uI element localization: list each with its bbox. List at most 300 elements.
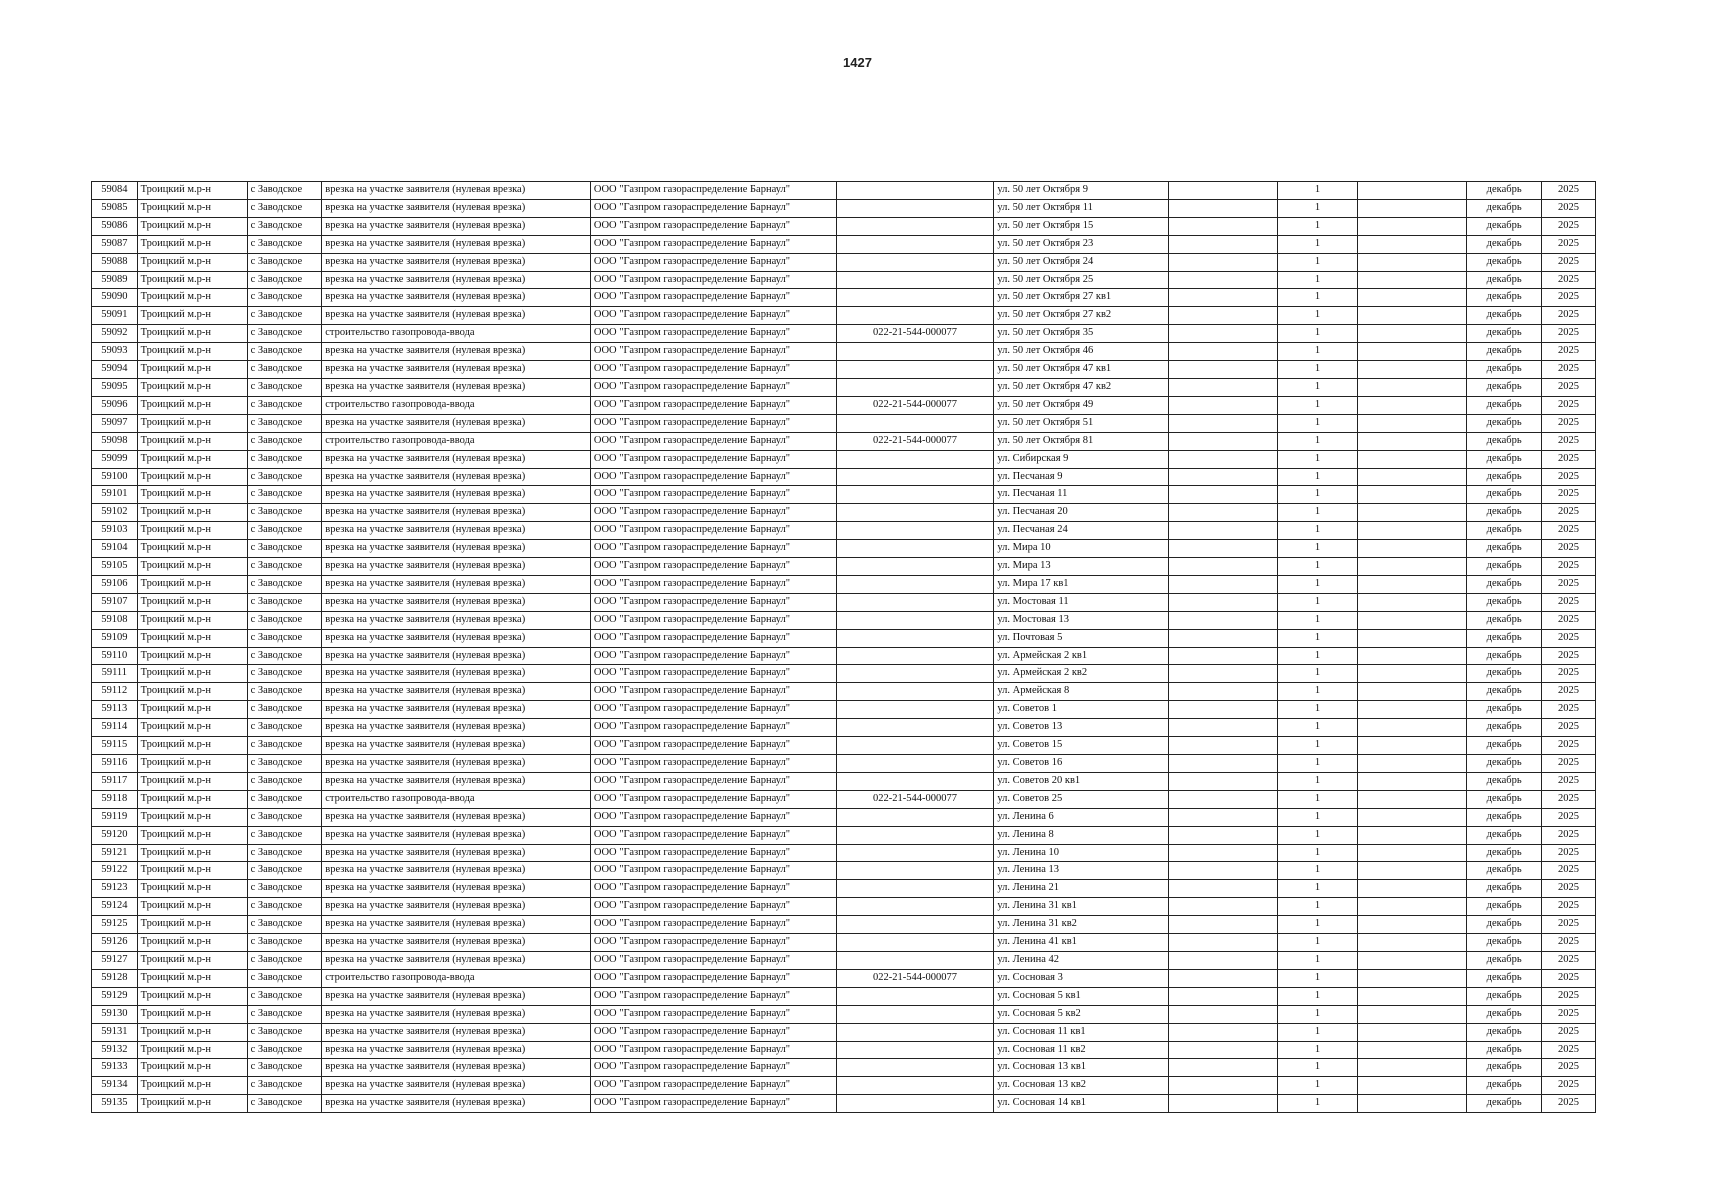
table-row [92,558,1596,576]
year-cell: 2025 [1541,1023,1595,1041]
work-type-cell: врезка на участке заявителя (нулевая врезка) [322,271,591,289]
empty-cell [1168,951,1277,969]
row-number-cell: 59089 [92,271,138,289]
month-cell: декабрь [1467,271,1542,289]
district-cell: Троицкий м.р-н [137,629,247,647]
district-cell: Троицкий м.р-н [137,1077,247,1095]
month-cell: декабрь [1467,737,1542,755]
table-row [92,504,1596,522]
table-row [92,414,1596,432]
month-cell: декабрь [1467,558,1542,576]
village-cell: с Заводское [247,486,322,504]
district-cell: Троицкий м.р-н [137,951,247,969]
organization-cell: ООО "Газпром газораспределение Барнаул" [590,378,836,396]
row-number-cell: 59130 [92,1005,138,1023]
empty-cell [1168,271,1277,289]
organization-cell: ООО "Газпром газораспределение Барнаул" [590,271,836,289]
empty-cell [1168,916,1277,934]
empty-cell [1358,1077,1467,1095]
empty-cell [1358,289,1467,307]
year-cell: 2025 [1541,504,1595,522]
year-cell: 2025 [1541,199,1595,217]
month-cell: декабрь [1467,414,1542,432]
work-type-cell: врезка на участке заявителя (нулевая врезка) [322,361,591,379]
empty-cell [1168,755,1277,773]
table-row [92,378,1596,396]
row-number-cell: 59119 [92,808,138,826]
month-cell: декабрь [1467,951,1542,969]
work-type-cell: строительство газопровода-ввода [322,969,591,987]
quantity-cell: 1 [1277,611,1358,629]
village-cell: с Заводское [247,683,322,701]
month-cell: декабрь [1467,862,1542,880]
address-cell: ул. Сосновая 13 кв1 [994,1059,1168,1077]
organization-cell: ООО "Газпром газораспределение Барнаул" [590,414,836,432]
work-type-cell: врезка на участке заявителя (нулевая врезка) [322,987,591,1005]
quantity-cell: 1 [1277,808,1358,826]
table-row [92,1077,1596,1095]
work-type-cell: врезка на участке заявителя (нулевая врезка) [322,772,591,790]
village-cell: с Заводское [247,1077,322,1095]
table-row [92,755,1596,773]
quantity-cell: 1 [1277,182,1358,200]
program-code-cell [836,450,994,468]
empty-cell [1168,593,1277,611]
table-row [92,987,1596,1005]
empty-cell [1168,217,1277,235]
program-code-cell [836,683,994,701]
row-number-cell: 59118 [92,790,138,808]
empty-cell [1358,307,1467,325]
table-row [92,951,1596,969]
month-cell: декабрь [1467,844,1542,862]
district-cell: Троицкий м.р-н [137,969,247,987]
work-type-cell: врезка на участке заявителя (нулевая врезка) [322,719,591,737]
table-row [92,575,1596,593]
quantity-cell: 1 [1277,575,1358,593]
work-type-cell: врезка на участке заявителя (нулевая врезка) [322,486,591,504]
district-cell: Троицкий м.р-н [137,361,247,379]
address-cell: ул. 50 лет Октября 81 [994,432,1168,450]
village-cell: с Заводское [247,934,322,952]
address-cell: ул. Сосновая 11 кв2 [994,1041,1168,1059]
address-cell: ул. 50 лет Октября 35 [994,325,1168,343]
month-cell: декабрь [1467,235,1542,253]
empty-cell [1168,772,1277,790]
table-row [92,826,1596,844]
month-cell: декабрь [1467,217,1542,235]
work-type-cell: врезка на участке заявителя (нулевая врезка) [322,701,591,719]
table-row [92,862,1596,880]
year-cell: 2025 [1541,432,1595,450]
work-type-cell: врезка на участке заявителя (нулевая врезка) [322,307,591,325]
district-cell: Троицкий м.р-н [137,235,247,253]
table-row [92,593,1596,611]
address-cell: ул. 50 лет Октября 9 [994,182,1168,200]
village-cell: с Заводское [247,1059,322,1077]
row-number-cell: 59123 [92,880,138,898]
empty-cell [1358,719,1467,737]
program-code-cell [836,307,994,325]
quantity-cell: 1 [1277,486,1358,504]
program-code-cell [836,504,994,522]
empty-cell [1358,880,1467,898]
district-cell: Троицкий м.р-н [137,271,247,289]
address-cell: ул. 50 лет Октября 46 [994,343,1168,361]
organization-cell: ООО "Газпром газораспределение Барнаул" [590,1077,836,1095]
empty-cell [1358,772,1467,790]
quantity-cell: 1 [1277,343,1358,361]
year-cell: 2025 [1541,969,1595,987]
village-cell: с Заводское [247,378,322,396]
village-cell: с Заводское [247,647,322,665]
organization-cell: ООО "Газпром газораспределение Барнаул" [590,1059,836,1077]
month-cell: декабрь [1467,701,1542,719]
address-cell: ул. Мира 10 [994,540,1168,558]
village-cell: с Заводское [247,862,322,880]
address-cell: ул. 50 лет Октября 25 [994,271,1168,289]
empty-cell [1168,396,1277,414]
quantity-cell: 1 [1277,665,1358,683]
month-cell: декабрь [1467,432,1542,450]
month-cell: декабрь [1467,468,1542,486]
quantity-cell: 1 [1277,951,1358,969]
table-row [92,647,1596,665]
district-cell: Троицкий м.р-н [137,450,247,468]
village-cell: с Заводское [247,432,322,450]
quantity-cell: 1 [1277,647,1358,665]
work-type-cell: строительство газопровода-ввода [322,325,591,343]
year-cell: 2025 [1541,1095,1595,1113]
empty-cell [1168,862,1277,880]
village-cell: с Заводское [247,307,322,325]
year-cell: 2025 [1541,880,1595,898]
table-row [92,289,1596,307]
work-type-cell: врезка на участке заявителя (нулевая врезка) [322,880,591,898]
quantity-cell: 1 [1277,1059,1358,1077]
village-cell: с Заводское [247,772,322,790]
empty-cell [1358,199,1467,217]
work-type-cell: врезка на участке заявителя (нулевая врезка) [322,1005,591,1023]
program-code-cell [836,540,994,558]
village-cell: с Заводское [247,396,322,414]
empty-cell [1358,450,1467,468]
village-cell: с Заводское [247,1005,322,1023]
district-cell: Троицкий м.р-н [137,217,247,235]
program-code-cell [836,844,994,862]
program-code-cell [836,826,994,844]
program-code-cell [836,361,994,379]
row-number-cell: 59106 [92,575,138,593]
year-cell: 2025 [1541,486,1595,504]
row-number-cell: 59116 [92,755,138,773]
organization-cell: ООО "Газпром газораспределение Барнаул" [590,343,836,361]
quantity-cell: 1 [1277,432,1358,450]
empty-cell [1168,665,1277,683]
village-cell: с Заводское [247,808,322,826]
row-number-cell: 59129 [92,987,138,1005]
quantity-cell: 1 [1277,987,1358,1005]
row-number-cell: 59107 [92,593,138,611]
empty-cell [1358,826,1467,844]
row-number-cell: 59122 [92,862,138,880]
year-cell: 2025 [1541,558,1595,576]
address-cell: ул. Советов 25 [994,790,1168,808]
year-cell: 2025 [1541,235,1595,253]
table-row [92,361,1596,379]
empty-cell [1358,701,1467,719]
village-cell: с Заводское [247,737,322,755]
quantity-cell: 1 [1277,629,1358,647]
quantity-cell: 1 [1277,737,1358,755]
row-number-cell: 59120 [92,826,138,844]
year-cell: 2025 [1541,468,1595,486]
empty-cell [1168,504,1277,522]
village-cell: с Заводское [247,1095,322,1113]
village-cell: с Заводское [247,361,322,379]
program-code-cell [836,880,994,898]
organization-cell: ООО "Газпром газораспределение Барнаул" [590,558,836,576]
organization-cell: ООО "Газпром газораспределение Барнаул" [590,575,836,593]
organization-cell: ООО "Газпром газораспределение Барнаул" [590,898,836,916]
quantity-cell: 1 [1277,1005,1358,1023]
program-code-cell [836,862,994,880]
district-cell: Троицкий м.р-н [137,486,247,504]
program-code-cell [836,575,994,593]
village-cell: с Заводское [247,1041,322,1059]
work-type-cell: врезка на участке заявителя (нулевая врезка) [322,1059,591,1077]
month-cell: декабрь [1467,486,1542,504]
month-cell: декабрь [1467,361,1542,379]
village-cell: с Заводское [247,217,322,235]
row-number-cell: 59102 [92,504,138,522]
table-row [92,665,1596,683]
program-code-cell [836,468,994,486]
year-cell: 2025 [1541,987,1595,1005]
month-cell: декабрь [1467,898,1542,916]
organization-cell: ООО "Газпром газораспределение Барнаул" [590,289,836,307]
empty-cell [1358,898,1467,916]
organization-cell: ООО "Газпром газораспределение Барнаул" [590,199,836,217]
program-code-cell [836,665,994,683]
work-type-cell: врезка на участке заявителя (нулевая врезка) [322,593,591,611]
district-cell: Троицкий м.р-н [137,844,247,862]
village-cell: с Заводское [247,540,322,558]
program-code-cell [836,558,994,576]
row-number-cell: 59084 [92,182,138,200]
program-code-cell [836,182,994,200]
table-row [92,1041,1596,1059]
district-cell: Троицкий м.р-н [137,182,247,200]
empty-cell [1358,558,1467,576]
program-code-cell [836,593,994,611]
organization-cell: ООО "Газпром газораспределение Барнаул" [590,522,836,540]
program-code-cell: 022-21-544-000077 [836,325,994,343]
district-cell: Троицкий м.р-н [137,575,247,593]
program-code-cell [836,1059,994,1077]
empty-cell [1168,432,1277,450]
quantity-cell: 1 [1277,719,1358,737]
year-cell: 2025 [1541,253,1595,271]
month-cell: декабрь [1467,504,1542,522]
village-cell: с Заводское [247,325,322,343]
work-type-cell: врезка на участке заявителя (нулевая врезка) [322,253,591,271]
address-cell: ул. Песчаная 20 [994,504,1168,522]
month-cell: декабрь [1467,378,1542,396]
work-type-cell: строительство газопровода-ввода [322,396,591,414]
table-row [92,683,1596,701]
empty-cell [1358,575,1467,593]
organization-cell: ООО "Газпром газораспределение Барнаул" [590,665,836,683]
year-cell: 2025 [1541,271,1595,289]
table-row [92,808,1596,826]
program-code-cell [836,253,994,271]
address-cell: ул. Советов 16 [994,755,1168,773]
village-cell: с Заводское [247,235,322,253]
work-type-cell: врезка на участке заявителя (нулевая врезка) [322,934,591,952]
empty-cell [1358,808,1467,826]
row-number-cell: 59134 [92,1077,138,1095]
village-cell: с Заводское [247,593,322,611]
table-row [92,432,1596,450]
address-cell: ул. Армейская 2 кв2 [994,665,1168,683]
table-row [92,199,1596,217]
row-number-cell: 59128 [92,969,138,987]
empty-cell [1358,432,1467,450]
empty-cell [1358,378,1467,396]
row-number-cell: 59132 [92,1041,138,1059]
quantity-cell: 1 [1277,862,1358,880]
organization-cell: ООО "Газпром газораспределение Барнаул" [590,307,836,325]
empty-cell [1358,414,1467,432]
district-cell: Троицкий м.р-н [137,772,247,790]
month-cell: декабрь [1467,1095,1542,1113]
organization-cell: ООО "Газпром газораспределение Барнаул" [590,611,836,629]
year-cell: 2025 [1541,934,1595,952]
address-cell: ул. Сосновая 3 [994,969,1168,987]
district-cell: Троицкий м.р-н [137,826,247,844]
year-cell: 2025 [1541,808,1595,826]
row-number-cell: 59121 [92,844,138,862]
month-cell: декабрь [1467,593,1542,611]
row-number-cell: 59096 [92,396,138,414]
program-code-cell [836,414,994,432]
month-cell: декабрь [1467,450,1542,468]
work-type-cell: врезка на участке заявителя (нулевая врезка) [322,647,591,665]
village-cell: с Заводское [247,665,322,683]
address-cell: ул. Сосновая 5 кв1 [994,987,1168,1005]
row-number-cell: 59088 [92,253,138,271]
table-row [92,396,1596,414]
empty-cell [1168,540,1277,558]
empty-cell [1358,862,1467,880]
village-cell: с Заводское [247,558,322,576]
address-cell: ул. Песчаная 9 [994,468,1168,486]
organization-cell: ООО "Газпром газораспределение Барнаул" [590,1095,836,1113]
quantity-cell: 1 [1277,289,1358,307]
organization-cell: ООО "Газпром газораспределение Барнаул" [590,880,836,898]
address-cell: ул. 50 лет Октября 24 [994,253,1168,271]
work-type-cell: врезка на участке заявителя (нулевая врезка) [322,289,591,307]
program-code-cell [836,737,994,755]
year-cell: 2025 [1541,898,1595,916]
program-code-cell [836,808,994,826]
table-row [92,629,1596,647]
empty-cell [1358,343,1467,361]
empty-cell [1358,504,1467,522]
empty-cell [1168,647,1277,665]
empty-cell [1168,1077,1277,1095]
empty-cell [1358,987,1467,1005]
month-cell: декабрь [1467,629,1542,647]
program-code-cell [836,1041,994,1059]
organization-cell: ООО "Газпром газораспределение Барнаул" [590,450,836,468]
row-number-cell: 59114 [92,719,138,737]
quantity-cell: 1 [1277,522,1358,540]
work-type-cell: врезка на участке заявителя (нулевая врезка) [322,951,591,969]
work-type-cell: строительство газопровода-ввода [322,790,591,808]
address-cell: ул. 50 лет Октября 51 [994,414,1168,432]
empty-cell [1168,253,1277,271]
empty-cell [1358,1023,1467,1041]
organization-cell: ООО "Газпром газораспределение Барнаул" [590,540,836,558]
quantity-cell: 1 [1277,396,1358,414]
empty-cell [1168,522,1277,540]
work-type-cell: врезка на участке заявителя (нулевая врезка) [322,737,591,755]
year-cell: 2025 [1541,396,1595,414]
quantity-cell: 1 [1277,217,1358,235]
row-number-cell: 59099 [92,450,138,468]
table-row [92,719,1596,737]
month-cell: декабрь [1467,611,1542,629]
row-number-cell: 59098 [92,432,138,450]
district-cell: Троицкий м.р-н [137,325,247,343]
organization-cell: ООО "Газпром газораспределение Барнаул" [590,683,836,701]
program-code-cell [836,701,994,719]
month-cell: декабрь [1467,826,1542,844]
organization-cell: ООО "Газпром газораспределение Барнаул" [590,916,836,934]
empty-cell [1168,414,1277,432]
address-cell: ул. Ленина 21 [994,880,1168,898]
row-number-cell: 59097 [92,414,138,432]
organization-cell: ООО "Газпром газораспределение Барнаул" [590,593,836,611]
address-cell: ул. Сибирская 9 [994,450,1168,468]
month-cell: декабрь [1467,755,1542,773]
work-type-cell: врезка на участке заявителя (нулевая врезка) [322,862,591,880]
year-cell: 2025 [1541,701,1595,719]
district-cell: Троицкий м.р-н [137,1041,247,1059]
month-cell: декабрь [1467,540,1542,558]
empty-cell [1358,790,1467,808]
quantity-cell: 1 [1277,414,1358,432]
organization-cell: ООО "Газпром газораспределение Барнаул" [590,844,836,862]
program-code-cell [836,378,994,396]
quantity-cell: 1 [1277,898,1358,916]
empty-cell [1168,343,1277,361]
year-cell: 2025 [1541,1041,1595,1059]
empty-cell [1168,361,1277,379]
district-cell: Троицкий м.р-н [137,665,247,683]
address-cell: ул. 50 лет Октября 27 кв1 [994,289,1168,307]
table-row [92,790,1596,808]
table-row [92,540,1596,558]
empty-cell [1358,468,1467,486]
empty-cell [1358,629,1467,647]
year-cell: 2025 [1541,575,1595,593]
empty-cell [1168,683,1277,701]
district-cell: Троицкий м.р-н [137,396,247,414]
month-cell: декабрь [1467,934,1542,952]
